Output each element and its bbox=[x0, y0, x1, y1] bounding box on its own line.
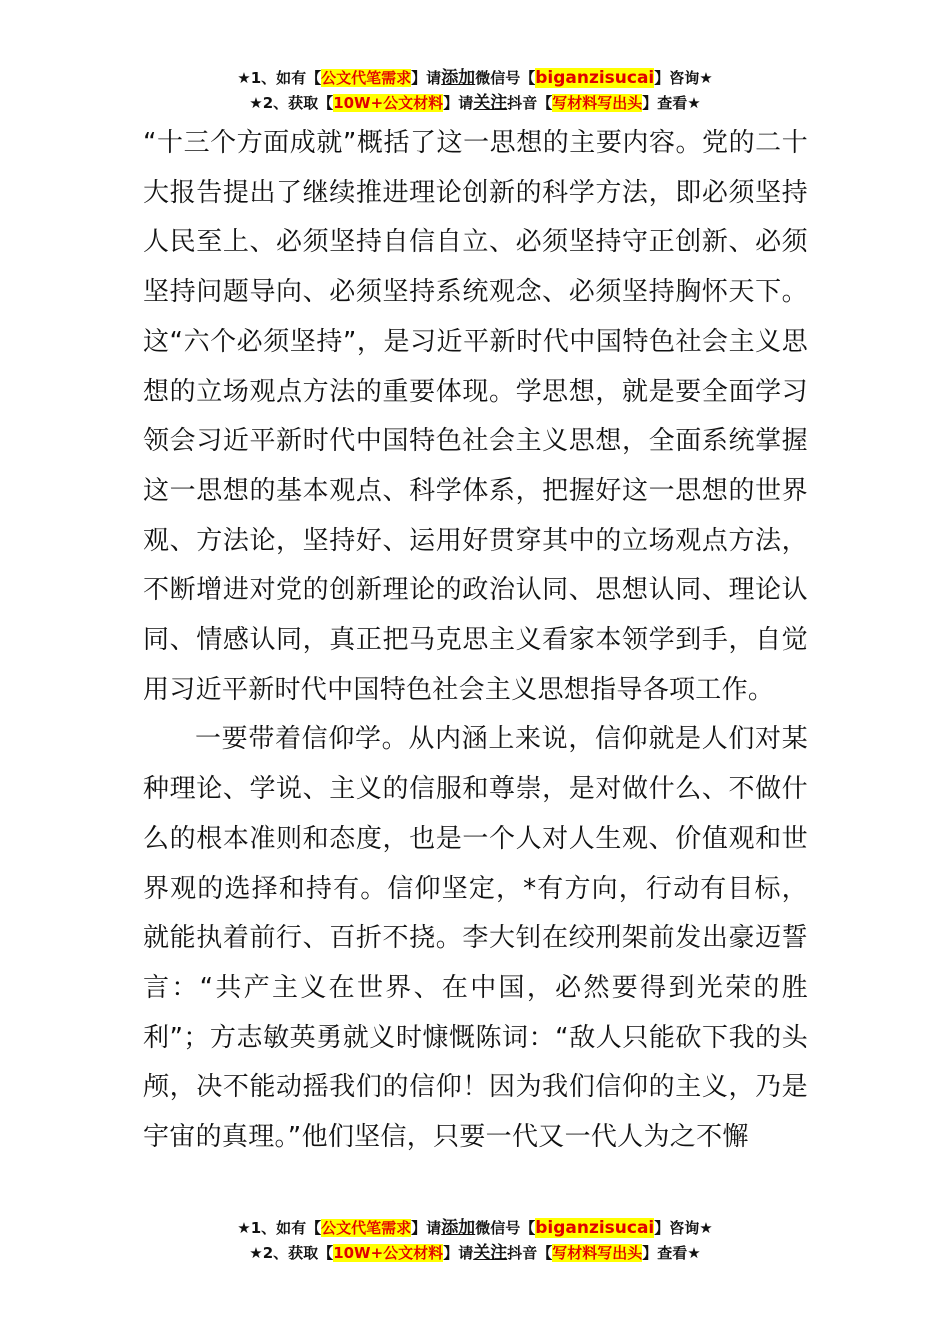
banner-text: 抖音【 bbox=[507, 1244, 553, 1262]
header-banner bbox=[0, 66, 950, 116]
banner-line-2 bbox=[0, 91, 950, 116]
banner-text: 微信号【 bbox=[475, 1219, 536, 1237]
banner-text: 】请 bbox=[443, 1244, 474, 1262]
banner-text: 】咨询★ bbox=[654, 69, 713, 87]
banner-text: 】查看★ bbox=[642, 1244, 701, 1262]
body-paragraph-1: “十三个方面成就”概括了这一思想的主要内容。党的二十大报告提出了继续推进理论创新的科学方法，即必须坚持人民至上、必须坚持自信自立、必须坚持守正创新、必须坚持问题导向、必须坚持系统观念、必须坚持胸怀天下。这“六个必须坚持”，是习近平新时代中国特色社会主义思想的立场观点方法的重要体现。学思想，就是要全面学习领会习近平新时代中国特色社会主义思想，全面系统掌握这一思想的基本观点、科学体系，把握好这一思想的世界观、方法论，坚持好、运用好贯穿其中的立场观点方法，不断增进对党的创新理论的政治认同、思想认同、理论认同、情感认同，真正把马克思主义看家本领学到手，自觉用习近平新时代中国特色社会主义思想指导各项工作。 bbox=[143, 128, 808, 705]
highlight-materials: 10W+公文材料 bbox=[333, 1244, 444, 1262]
document-body bbox=[143, 119, 808, 1163]
banner-text: 】查看★ bbox=[642, 94, 701, 112]
banner-text: 】请 bbox=[443, 94, 474, 112]
highlight-wechat-id: biganzisucai bbox=[535, 1218, 655, 1238]
highlight-wechat-id: biganzisucai bbox=[535, 68, 655, 88]
banner-text: 】请 bbox=[411, 1219, 442, 1237]
highlight-materials: 10W+公文材料 bbox=[333, 94, 444, 112]
banner-text: 】咨询★ bbox=[654, 1219, 713, 1237]
banner-text: 微信号【 bbox=[475, 69, 536, 87]
banner-text: ★1、如有【 bbox=[237, 1219, 322, 1237]
highlight-douyin-account: 写材料写出头 bbox=[552, 1244, 643, 1262]
underlined-word: 添加 bbox=[441, 68, 476, 88]
banner-text: ★1、如有【 bbox=[237, 69, 322, 87]
banner-line-2 bbox=[0, 1241, 950, 1266]
underlined-word: 关注 bbox=[473, 93, 508, 113]
underlined-word: 添加 bbox=[441, 1218, 476, 1238]
banner-text: ★2、获取【 bbox=[249, 1244, 334, 1262]
highlight-service: 公文代笔需求 bbox=[321, 69, 412, 87]
banner-text: 】请 bbox=[411, 69, 442, 87]
highlight-douyin-account: 写材料写出头 bbox=[552, 94, 643, 112]
underlined-word: 关注 bbox=[473, 1243, 508, 1263]
banner-text: 抖音【 bbox=[507, 94, 553, 112]
highlight-service: 公文代笔需求 bbox=[321, 1219, 412, 1237]
banner-line-1 bbox=[0, 66, 950, 91]
banner-line-1 bbox=[0, 1216, 950, 1241]
footer-banner bbox=[0, 1216, 950, 1266]
body-paragraph-2: 一要带着信仰学。从内涵上来说，信仰就是人们对某种理论、学说、主义的信服和尊崇，是对做什么、不做什么的根本准则和态度，也是一个人对人生观、价值观和世界观的选择和持有。信仰坚定，*有方向，行动有目标，就能执着前行、百折不挠。李大钊在绞刑架前发出豪迈誓言：“共产主义在世界、在中国，必然要得到光荣的胜利”；方志敏英勇就义时慷慨陈词：“敌人只能砍下我的头颅，决不能动摇我们的信仰！因为我们信仰的主义，乃是宇宙的真理。”他们坚信，只要一代又一代人为之不懈 bbox=[143, 724, 808, 1153]
banner-text: ★2、获取【 bbox=[249, 94, 334, 112]
